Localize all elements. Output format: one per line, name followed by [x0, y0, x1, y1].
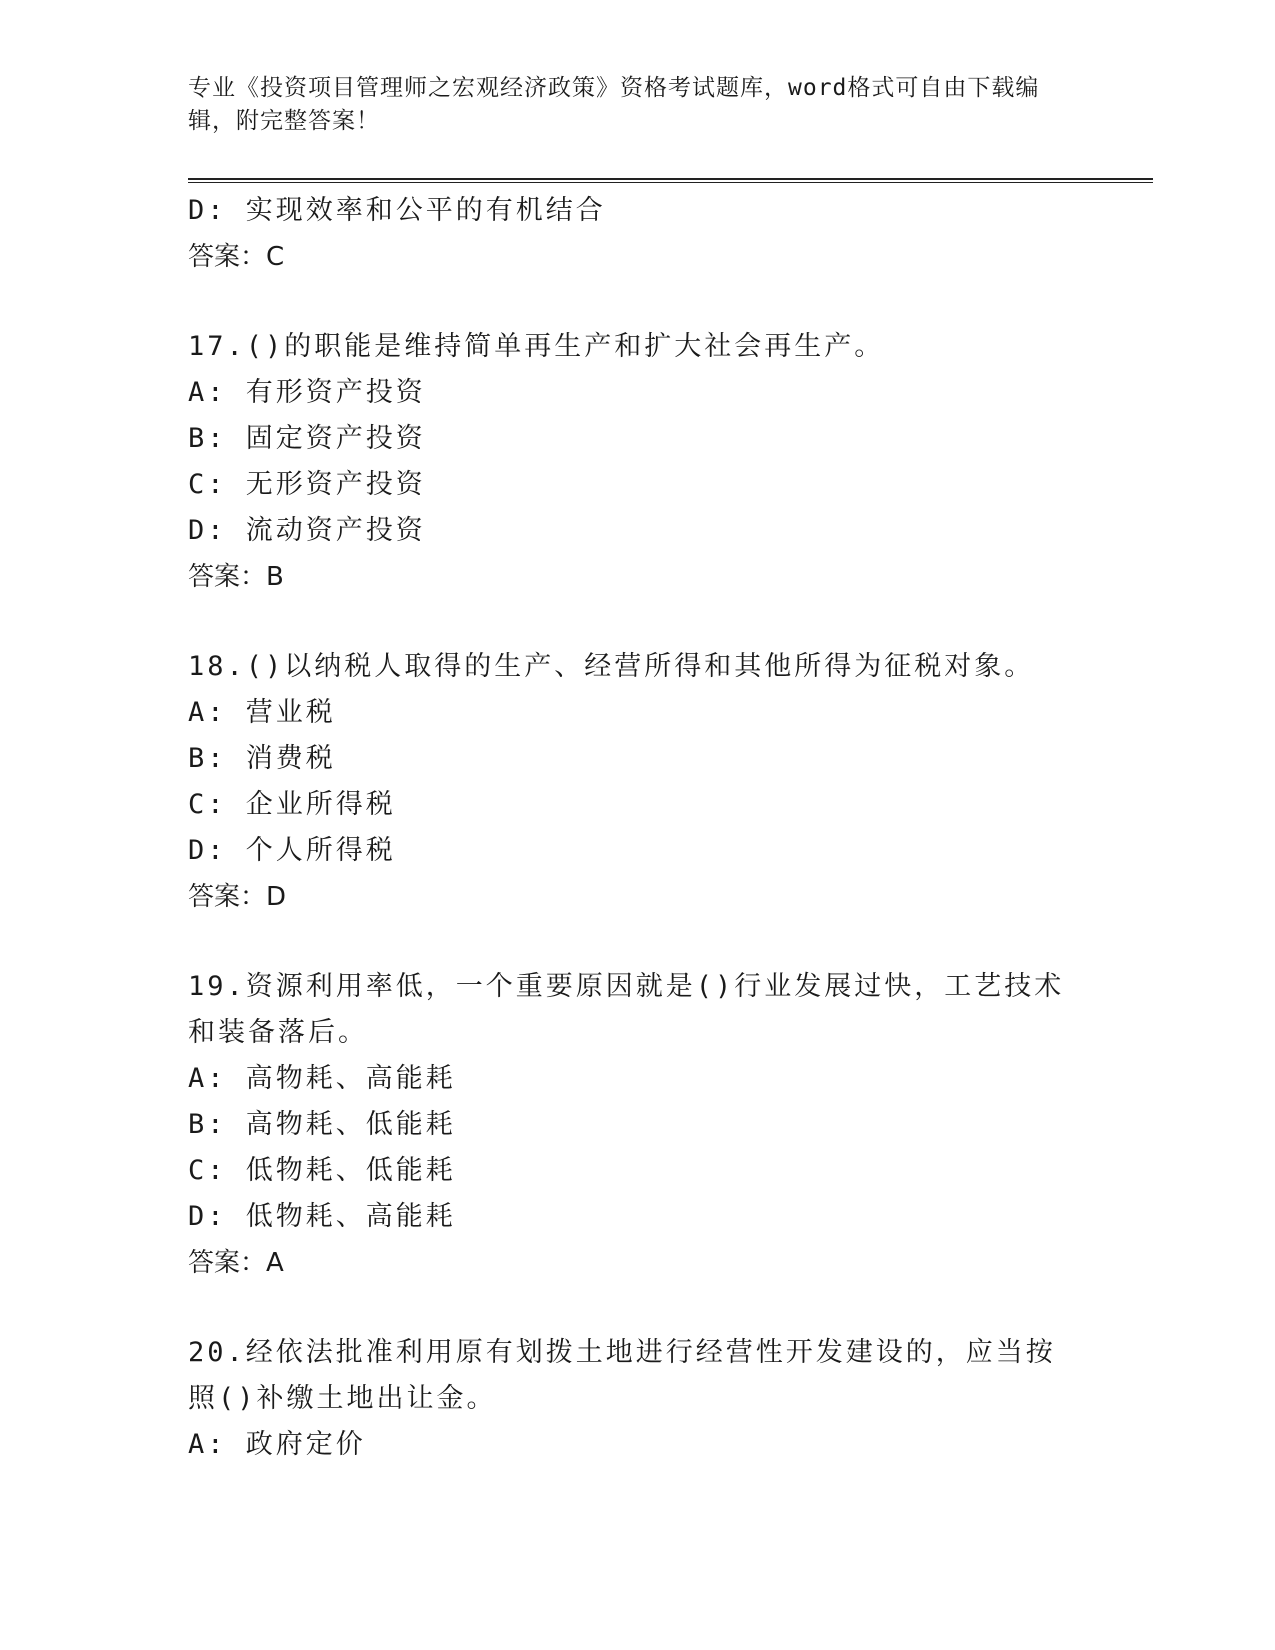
option-d: D: 个人所得税	[188, 835, 396, 866]
option-a: A: 有形资产投资	[188, 377, 426, 408]
option-c: C: 低物耗、低能耗	[188, 1155, 456, 1186]
option-b: B: 固定资产投资	[188, 423, 426, 454]
option-a: A: 高物耗、高能耗	[188, 1063, 456, 1094]
document-header: 专业《投资项目管理师之宏观经济政策》资格考试题库，word格式可自由下载编辑，附完整答案！	[188, 75, 1040, 134]
header-divider	[188, 178, 1153, 183]
option-b: B: 高物耗、低能耗	[188, 1109, 456, 1140]
option-d: D: 实现效率和公平的有机结合	[188, 195, 606, 226]
option-d: D: 流动资产投资	[188, 515, 426, 546]
question-20: 20.经依法批准利用原有划拨土地进行经营性开发建设的，应当按照()补缴土地出让金。	[188, 1337, 1056, 1414]
answer: 答案：B	[188, 562, 284, 592]
answer: 答案：D	[188, 882, 287, 912]
question-18: 18.()以纳税人取得的生产、经营所得和其他所得为征税对象。	[188, 651, 1035, 682]
option-b: B: 消费税	[188, 743, 336, 774]
answer: 答案：A	[188, 1248, 284, 1278]
option-c: C: 企业所得税	[188, 789, 396, 820]
option-a: A: 政府定价	[188, 1429, 366, 1460]
option-a: A: 营业税	[188, 697, 336, 728]
question-17: 17.()的职能是维持简单再生产和扩大社会再生产。	[188, 331, 885, 362]
option-d: D: 低物耗、高能耗	[188, 1201, 456, 1232]
question-content	[188, 188, 1088, 1468]
answer: 答案：C	[188, 242, 285, 272]
option-c: C: 无形资产投资	[188, 469, 426, 500]
question-19: 19.资源利用率低，一个重要原因就是()行业发展过快，工艺技术和装备落后。	[188, 971, 1065, 1048]
